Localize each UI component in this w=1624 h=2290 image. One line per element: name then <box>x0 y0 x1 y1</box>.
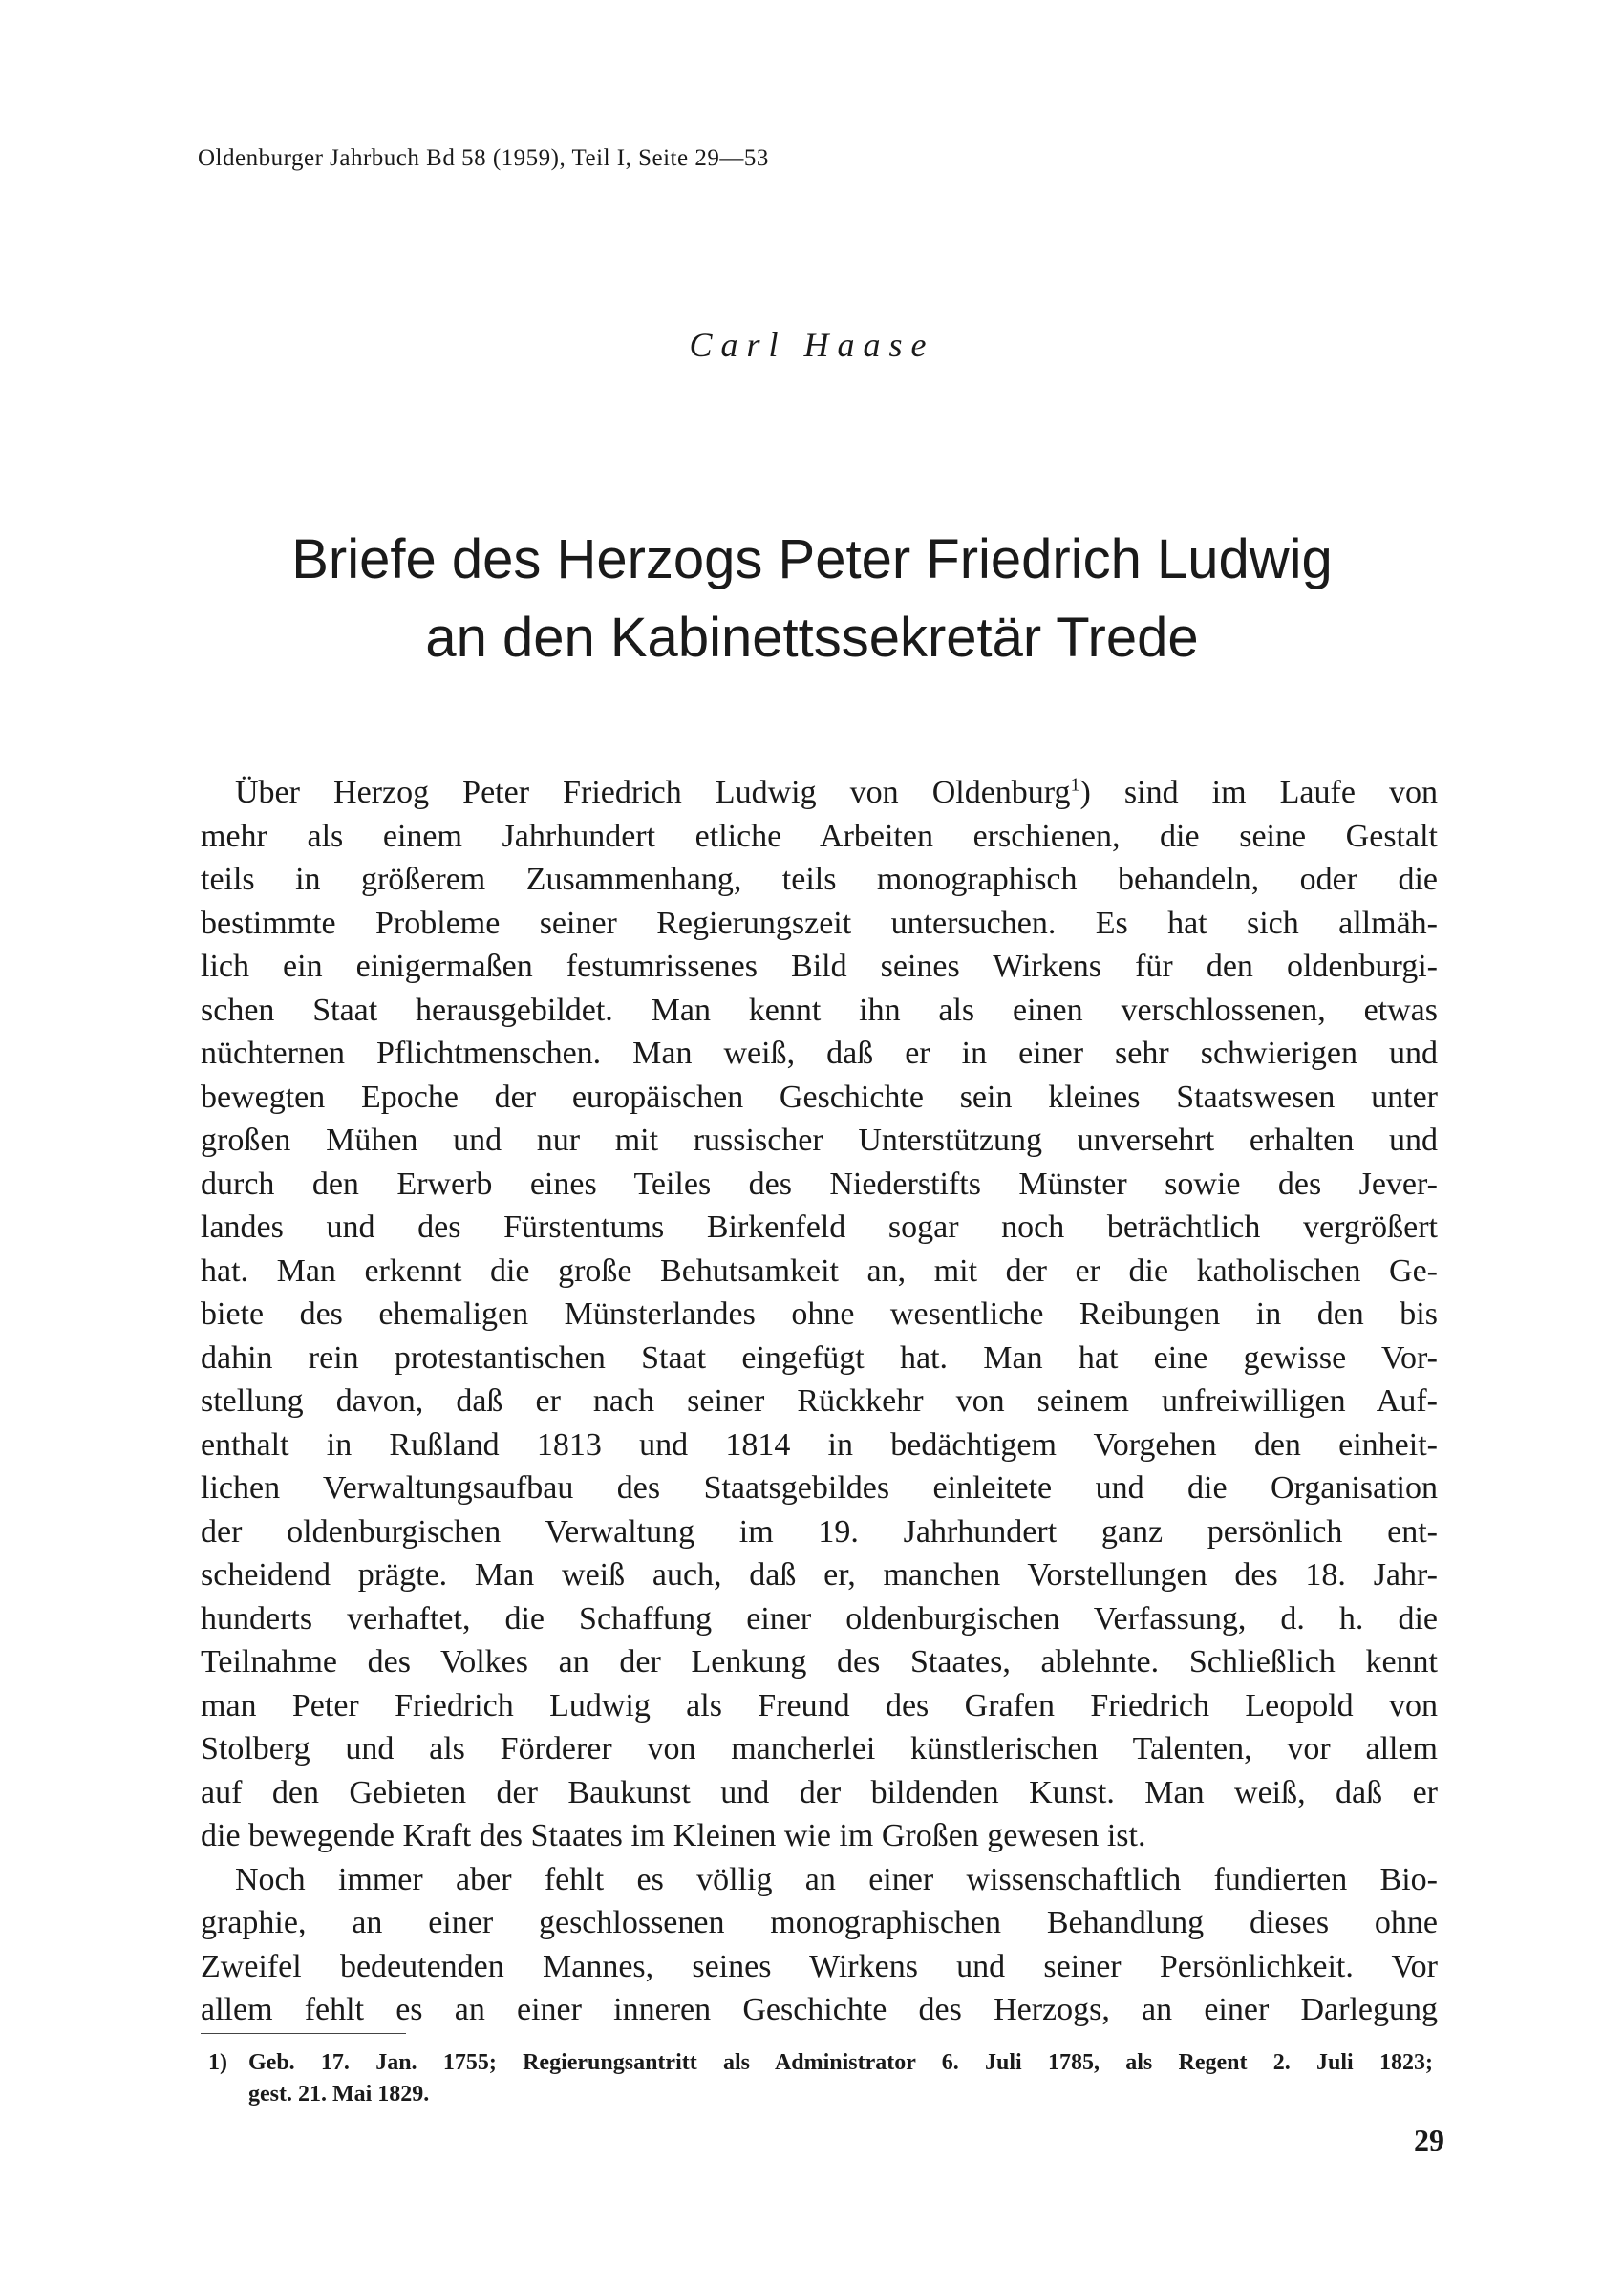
article-title <box>0 521 1624 677</box>
footnote-line <box>208 2047 1433 2079</box>
text-line: enthalt in Rußland 1813 und 1814 in bedächtigem Vorgehen den einheit- <box>201 1426 1438 1463</box>
text-line: der oldenburgischen Verwaltung im 19. Jahrhundert ganz persönlich ent- <box>201 1513 1438 1550</box>
text-line: biete des ehemaligen Münsterlandes ohne wesentliche Reibungen in den bis <box>201 1296 1438 1332</box>
text-line: Stolberg und als Förderer von mancherlei künstlerischen Talenten, vor allem <box>201 1731 1438 1766</box>
text-line: dahin rein protestantischen Staat eingefügt hat. Man hat eine gewisse Vor- <box>201 1339 1438 1376</box>
text-line: bewegten Epoche der europäischen Geschichte sein kleines Staatswesen unter <box>201 1079 1438 1115</box>
paragraph-1 <box>201 771 1438 1858</box>
page-number: 29 <box>1414 2123 1444 2157</box>
text-line: landes und des Fürstentums Birkenfeld sogar noch beträchtlich vergrößert <box>201 1209 1438 1245</box>
text-line: auf den Gebieten der Baukunst und der bildenden Kunst. Man weiß, daß er <box>201 1774 1438 1810</box>
text-line: mehr als einem Jahrhundert etliche Arbeiten erschienen, die seine Gestalt <box>201 818 1438 854</box>
journal-citation: Oldenburger Jahrbuch Bd 58 (1959), Teil I, Seite 29—53 <box>198 145 769 171</box>
text-line: lich ein einigermaßen festumrissenes Bild seines Wirkens für den oldenburgi- <box>201 949 1438 984</box>
text-line: lichen Verwaltungsaufbau des Staatsgebildes einleitete und die Organisation <box>201 1470 1438 1506</box>
article-body <box>201 771 1438 2032</box>
text-line: man Peter Friedrich Ludwig als Freund des Grafen Friedrich Leopold von <box>201 1687 1438 1723</box>
paragraph-2 <box>201 1858 1438 2032</box>
text-line: hunderts verhaftet, die Schaffung einer oldenburgischen Verfassung, d. h. die <box>201 1600 1438 1637</box>
author-name: Carl Haase <box>689 326 935 364</box>
text-line: graphie, an einer geschlossenen monographischen Behandlung dieses ohne <box>201 1905 1438 1940</box>
text-line: Zweifel bedeutenden Mannes, seines Wirkens und seiner Persönlichkeit. Vor <box>201 1948 1438 1984</box>
text-line-start: Über Herzog Peter Friedrich Ludwig von Oldenburg <box>235 775 1071 810</box>
text-line: Teilnahme des Volkes an der Lenkung des Staates, ablehnte. Schließlich kennt <box>201 1644 1438 1680</box>
text-line: allem fehlt es an einer inneren Geschichte des Herzogs, an einer Darlegung <box>201 1992 1438 2027</box>
text-line: durch den Erwerb eines Teiles des Niederstifts Münster sowie des Jever- <box>201 1166 1438 1202</box>
text-line <box>201 771 1438 815</box>
text-line: schen Staat herausgebildet. Man kennt ihn als einen verschlossenen, etwas <box>201 992 1438 1028</box>
text-line: teils in größerem Zusammenhang, teils monographisch behandeln, oder die <box>201 862 1438 897</box>
text-line: Noch immer aber fehlt es völlig an einer wissenschaftlich fundierten Bio- <box>235 1861 1438 1897</box>
text-line: großen Mühen und nur mit russischer Unterstützung unversehrt erhalten und <box>201 1123 1438 1158</box>
footnote-mark: 1) <box>208 2050 227 2075</box>
text-line: nüchternen Pflichtmenschen. Man weiß, daß er in einer sehr schwierigen und <box>201 1036 1438 1071</box>
footnote <box>208 2047 1433 2110</box>
text-line: die bewegende Kraft des Staates im Kleinen wie im Großen gewesen ist. <box>201 1818 1146 1853</box>
footnote-text: Geb. 17. Jan. 1755; Regierungsantritt als Administrator 6. Juli 1785, als Regent 2. Juli 1823; <box>248 2050 1433 2075</box>
text-line: stellung davon, daß er nach seiner Rückkehr von seinem unfreiwilligen Auf- <box>201 1383 1438 1419</box>
article-title-line-1: Briefe des Herzogs Peter Friedrich Ludwig <box>291 528 1333 590</box>
text-line: hat. Man erkennt die große Behutsamkeit an, mit der er die katholischen Ge- <box>201 1252 1438 1289</box>
footnote-line: gest. 21. Mai 1829. <box>248 2082 430 2107</box>
footnote-reference: 1 <box>1070 774 1080 796</box>
text-line-end: ) sind im Laufe von <box>1079 775 1438 810</box>
text-line: scheidend prägte. Man weiß auch, daß er, manchen Vorstellungen des 18. Jahr- <box>201 1557 1438 1593</box>
article-title-line-2: an den Kabinettssekretär Trede <box>425 607 1199 669</box>
footnote-divider <box>201 2033 406 2034</box>
text-line: bestimmte Probleme seiner Regierungszeit untersuchen. Es hat sich allmäh- <box>201 905 1438 941</box>
